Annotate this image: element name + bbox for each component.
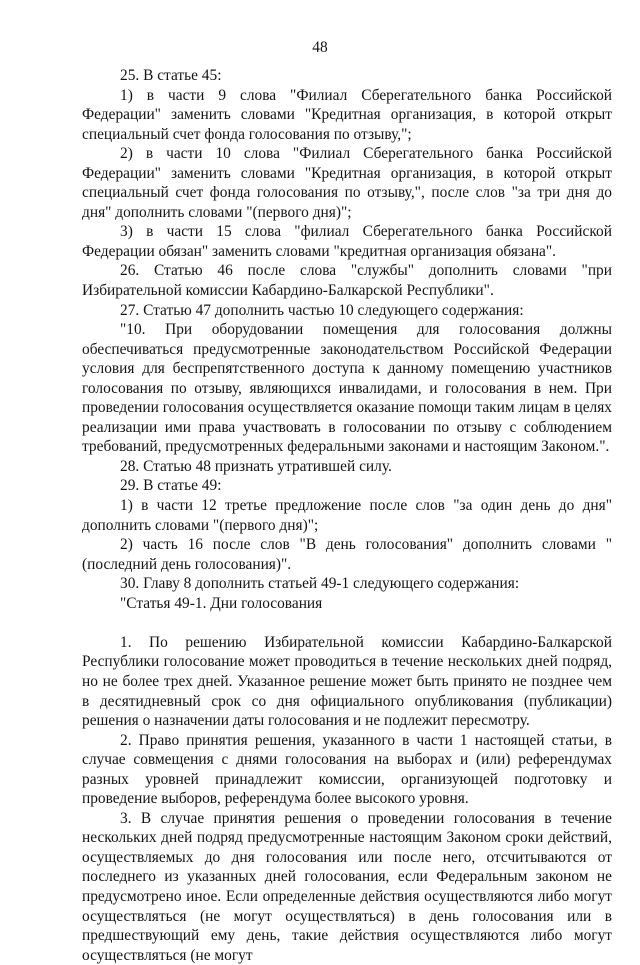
- amendment-paragraph: 28. Статью 48 признать утратившей силу.: [120, 457, 392, 475]
- page-number: 48: [312, 39, 328, 56]
- quoted-paragraph: "10. При оборудовании помещения для голосования должны обеспечиваться предусмотренные законодательством Российской Федерации условия для беспрепятственного доступа к данному помещению участников голосования по отзыву, являющихся инвалидами, и голосования в нем. При проведении голосования осуществляется оказание помощи таким лицам в целях реализации ими права участвовать в голосовании по отзыву с соблюдением требований, предусмотренных федеральными законами и настоящим Законом.".: [82, 321, 612, 456]
- article-paragraph: 3. В случае принятия решения о проведении голосования в течение нескольких дней подряд предусмотренные настоящим Законом сроки действий, осуществляемых до дня голосования или после него, отсчитываются от последнего из указанных дней голосования, если Федеральным законом не предусмотрено иное. Если определенные действия осуществляются либо могут осуществляться (не могут осуществляться) в день голосования или в предшествующий ему день, такие действия осуществляются либо могут осуществляться (не могут: [82, 809, 612, 964]
- amendment-paragraph: 2) в части 10 слова "Филиал Сберегательного банка Российской Федерации" заменить словами "Кредитная организация, в которой открыт специальный счет фонда голосования по отзыву,", после слов "за три дня до дня" дополнить словами "(первого дня)";: [82, 145, 612, 221]
- amendment-paragraph: 29. В статье 49:: [120, 477, 222, 495]
- amendment-paragraph: 1) в части 9 слова "Филиал Сберегательного банка Российской Федерации" заменить словами "Кредитная организация, в которой открыт специальный счет фонда голосования по отзыву,";: [82, 86, 612, 143]
- amendment-paragraph: 26. Статью 46 после слова "службы" дополнить словами "при Избирательной комиссии Кабардино-Балкарской Республики".: [82, 262, 612, 300]
- amendment-paragraph: 1) в части 12 третье предложение после слов "за один день до дня" дополнить словами "(первого дня)";: [82, 497, 612, 534]
- article-paragraph: 2. Право принятия решения, указанного в части 1 настоящей статьи, в случае совмещения с днями голосования на выборах и (или) референдумах разных уровней принадлежит комиссии, организующей подготовку и проведение выборов, референдума более высокого уровня.: [82, 731, 612, 808]
- document-body: [82, 66, 612, 965]
- amendment-paragraph: 25. В статье 45:: [120, 67, 222, 84]
- amendment-paragraph: 30. Главу 8 дополнить статьей 49-1 следующего содержания:: [120, 575, 520, 593]
- amendment-paragraph: 2) часть 16 после слов "В день голосования" дополнить словами "(последний день голосования)".: [82, 536, 612, 573]
- article-heading: "Статья 49-1. Дни голосования: [120, 594, 323, 612]
- amendment-paragraph: 3) в части 15 слова "филиал Сберегательного банка Российской Федерации обязан" заменить словами "кредитная организация обязана".: [82, 223, 612, 260]
- article-paragraph: 1. По решению Избирательной комиссии Кабардино-Балкарской Республики голосование может проводиться в течение нескольких дней подряд, но не более трех дней. Указанное решение может быть принято не позднее чем в десятидневный срок со дня официального опубликования (публикации) решения о назначении даты голосования и не подлежит пересмотру.: [82, 633, 612, 730]
- amendment-paragraph: 27. Статью 47 дополнить частью 10 следующего содержания:: [120, 301, 524, 319]
